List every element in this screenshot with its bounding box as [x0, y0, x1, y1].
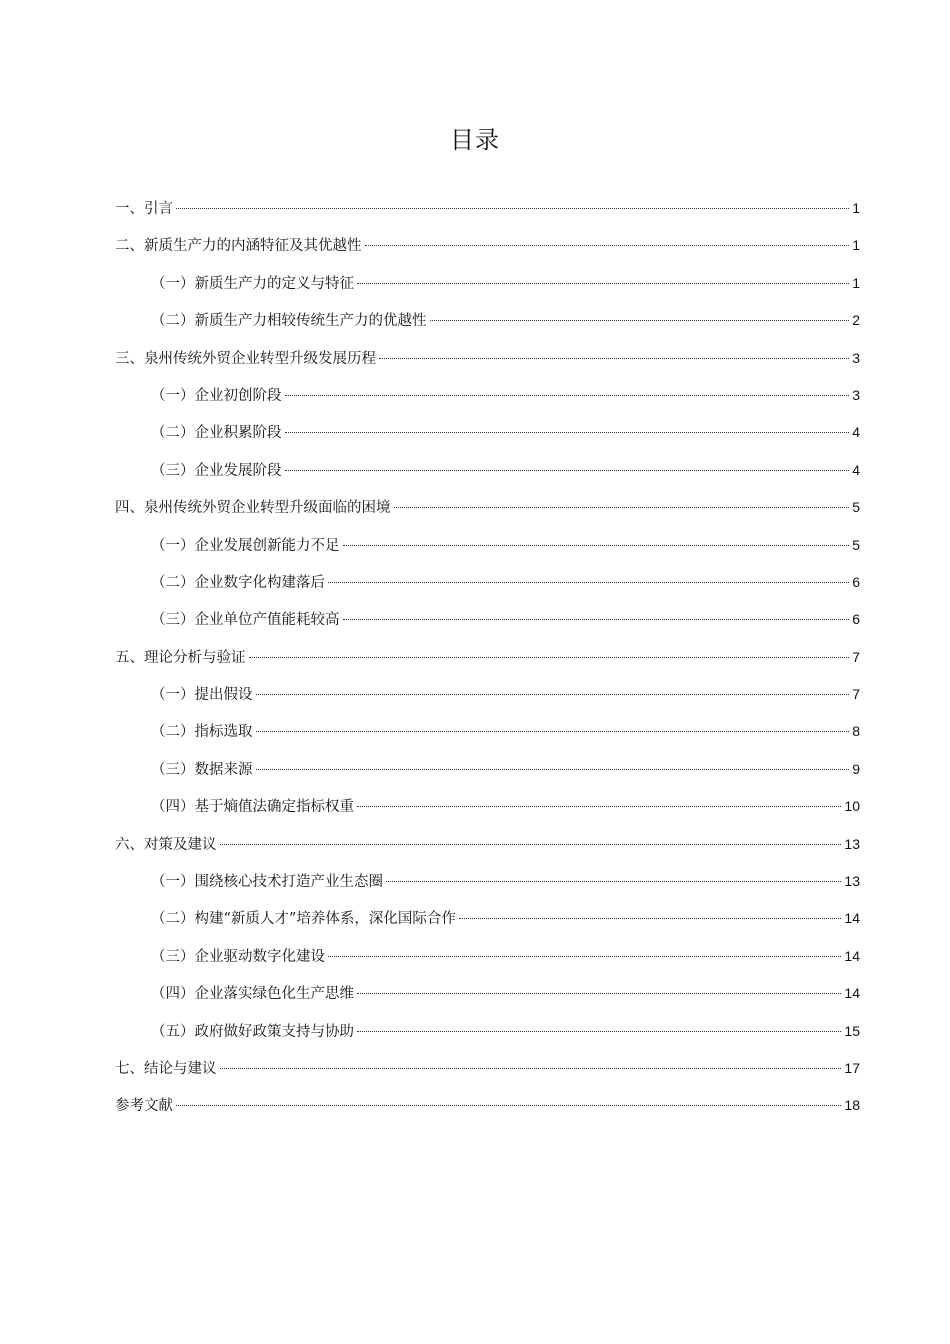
- toc-entry[interactable]: [115, 788, 860, 825]
- toc-dot-leader: [386, 881, 841, 882]
- toc-entry-page-number: 9: [852, 760, 860, 777]
- toc-dot-leader: [459, 918, 842, 919]
- toc-dot-leader: [379, 358, 849, 359]
- toc-entry-label: （一）新质生产力的定义与特征: [151, 275, 354, 292]
- toc-entry-label: （二）指标选取: [151, 724, 253, 741]
- toc-entry-page-number: 6: [852, 611, 860, 628]
- toc-entry[interactable]: [115, 601, 860, 638]
- toc-dot-leader: [394, 507, 850, 508]
- toc-entry[interactable]: [115, 639, 860, 676]
- toc-entry[interactable]: [115, 302, 860, 339]
- toc-entry-label: 五、理论分析与验证: [115, 649, 246, 666]
- toc-dot-leader: [343, 545, 850, 546]
- toc-entry-label: （三）企业发展阶段: [151, 462, 282, 479]
- toc-dot-leader: [256, 731, 850, 732]
- toc-entry-label: 四、泉州传统外贸企业转型升级面临的困境: [115, 500, 391, 517]
- toc-entry-label: 七、结论与建议: [115, 1060, 217, 1077]
- toc-dot-leader: [430, 320, 850, 321]
- toc-entry-label: 一、引言: [115, 201, 173, 217]
- toc-entry[interactable]: [115, 713, 860, 750]
- page-title: 目录: [450, 126, 500, 154]
- table-of-contents: [115, 190, 860, 1125]
- toc-entry[interactable]: [115, 1050, 860, 1087]
- toc-entry-page-number: 14: [844, 985, 860, 1002]
- toc-entry[interactable]: [115, 1087, 860, 1124]
- toc-entry-page-number: 5: [852, 536, 860, 553]
- toc-entry-page-number: 18: [844, 1097, 860, 1114]
- toc-entry[interactable]: [115, 676, 860, 713]
- toc-entry-page-number: 13: [844, 835, 860, 852]
- toc-entry-page-number: 14: [844, 947, 860, 964]
- toc-entry-label: （二）企业积累阶段: [151, 425, 282, 442]
- toc-entry-page-number: 10: [844, 798, 860, 815]
- toc-dot-leader: [176, 1105, 841, 1106]
- toc-entry[interactable]: [115, 826, 860, 863]
- toc-dot-leader: [343, 619, 850, 620]
- toc-entry[interactable]: [115, 340, 860, 377]
- toc-dot-leader: [285, 470, 850, 471]
- toc-entry[interactable]: [115, 1013, 860, 1050]
- toc-entry[interactable]: [115, 265, 860, 302]
- toc-dot-leader: [357, 1031, 841, 1032]
- toc-entry-label: （三）企业单位产值能耗较高: [151, 612, 340, 629]
- toc-entry-page-number: 1: [852, 274, 860, 291]
- toc-entry-page-number: 14: [844, 910, 860, 927]
- toc-entry[interactable]: [115, 564, 860, 601]
- toc-entry-label: 六、对策及建议: [115, 836, 217, 853]
- toc-entry-page-number: 7: [852, 686, 860, 703]
- toc-entry-page-number: 4: [852, 461, 860, 478]
- toc-entry[interactable]: [115, 751, 860, 788]
- toc-entry[interactable]: [115, 377, 860, 414]
- toc-entry[interactable]: [115, 489, 860, 526]
- toc-dot-leader: [357, 993, 841, 994]
- toc-entry-label: （二）构建“新质人才”培养体系，深化国际合作: [151, 911, 456, 928]
- toc-entry-page-number: 7: [852, 648, 860, 665]
- toc-dot-leader: [285, 395, 850, 396]
- toc-entry-label: （一）围绕核心技术打造产业生态圈: [151, 874, 383, 891]
- toc-entry-page-number: 5: [852, 499, 860, 516]
- toc-dot-leader: [285, 432, 850, 433]
- toc-entry-label: （二）企业数字化构建落后: [151, 574, 325, 591]
- toc-entry-label: （五）政府做好政策支持与协助: [151, 1023, 354, 1040]
- toc-dot-leader: [328, 956, 841, 957]
- toc-entry-page-number: 8: [852, 723, 860, 740]
- toc-entry-label: （一）企业发展创新能力不足: [151, 537, 340, 554]
- toc-entry-label: （三）数据来源: [151, 761, 253, 778]
- toc-entry-label: （三）企业驱动数字化建设: [151, 948, 325, 965]
- toc-entry-page-number: 1: [852, 200, 860, 216]
- toc-entry[interactable]: [115, 863, 860, 900]
- toc-entry[interactable]: [115, 527, 860, 564]
- toc-entry-page-number: 15: [844, 1022, 860, 1039]
- toc-entry[interactable]: [115, 900, 860, 937]
- toc-entry-label: 二、新质生产力的内涵特征及其优越性: [115, 238, 362, 255]
- toc-dot-leader: [328, 582, 849, 583]
- toc-entry-label: （一）提出假设: [151, 687, 253, 704]
- toc-dot-leader: [365, 245, 850, 246]
- toc-entry[interactable]: [115, 227, 860, 264]
- toc-dot-leader: [249, 657, 850, 658]
- toc-entry-page-number: 3: [852, 386, 860, 403]
- toc-dot-leader: [357, 806, 841, 807]
- toc-entry-label: （一）企业初创阶段: [151, 387, 282, 404]
- toc-entry[interactable]: [115, 938, 860, 975]
- toc-entry[interactable]: [115, 414, 860, 451]
- toc-entry[interactable]: [115, 975, 860, 1012]
- toc-entry-label: （四）基于熵值法确定指标权重: [151, 799, 354, 816]
- toc-dot-leader: [357, 283, 849, 284]
- toc-entry[interactable]: [115, 190, 860, 227]
- toc-dot-leader: [256, 769, 850, 770]
- toc-entry-page-number: 6: [852, 573, 860, 590]
- toc-entry-page-number: 4: [852, 424, 860, 441]
- toc-entry-page-number: 1: [852, 237, 860, 254]
- toc-entry-page-number: 13: [844, 873, 860, 890]
- toc-dot-leader: [220, 1068, 842, 1069]
- toc-dot-leader: [176, 208, 849, 209]
- toc-entry-label: （四）企业落实绿色化生产思维: [151, 986, 354, 1003]
- toc-entry-page-number: 17: [844, 1059, 860, 1076]
- toc-entry-label: 参考文献: [115, 1098, 173, 1115]
- toc-dot-leader: [256, 694, 850, 695]
- toc-entry-page-number: 2: [852, 312, 860, 329]
- toc-entry[interactable]: [115, 452, 860, 489]
- toc-entry-page-number: 3: [852, 349, 860, 366]
- toc-entry-label: 三、泉州传统外贸企业转型升级发展历程: [115, 350, 376, 367]
- toc-dot-leader: [220, 844, 842, 845]
- toc-entry-label: （二）新质生产力相较传统生产力的优越性: [151, 313, 427, 330]
